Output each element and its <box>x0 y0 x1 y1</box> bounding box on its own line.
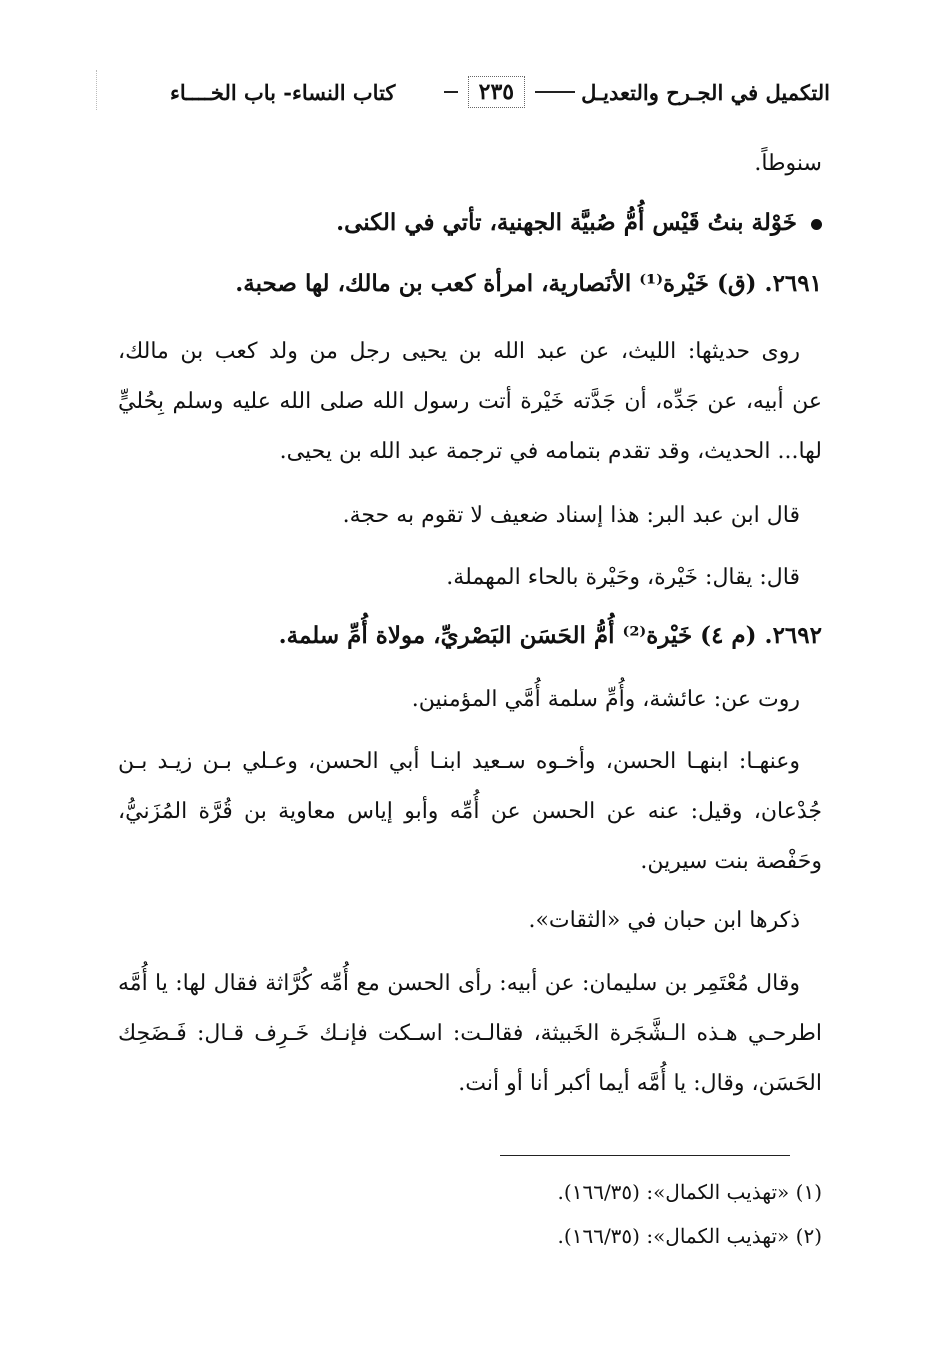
footnote-separator <box>500 1155 790 1156</box>
entry-2692-line-3: جُدْعان، وقيل: عنه عن الحسن عن أُمِّه وأبو إياس معاوية بن قُرَّة المُزَنيُّ، <box>118 799 822 824</box>
entry-2692-line-4: وحَفْصة بنت سيرين. <box>640 849 822 874</box>
footnote-1: (١) «تهذيب الكمال»: (١٦٦/٣٥). <box>557 1180 822 1204</box>
entry-2692-heading: ٢٦٩٢. (م ٤) خَيْرة⁽²⁾ أُمُّ الحَسَن البَصْريِّ، مولاة أُمِّ سلمة. <box>278 622 822 649</box>
footnote-2: (٢) «تهذيب الكمال»: (١٦٦/٣٥). <box>557 1224 822 1248</box>
section-title: كتاب النساء- باب الخــــاء <box>170 79 396 105</box>
page-number: ٢٣٥ <box>468 76 525 108</box>
entry-2692-line-2: وعنهـا: ابنهـا الحسن، وأخـوه سـعيد ابنـا أبي الحسن، وعـلي بـن زيـد بـن <box>118 749 800 774</box>
running-header <box>170 70 830 114</box>
entry-2692-line-6: وقال مُعْتَمِر بن سليمان: عن أبيه: رأى الحسن مع أُمِّه كُرَّاثة فقال لها: يا أُمَّه <box>118 971 800 996</box>
margin-mark <box>96 70 103 110</box>
entry-2691-line-1: روى حديثها: الليث، عن عبد الله بن يحيى رجل من ولد كعب بن مالك، <box>118 339 800 364</box>
bullet-icon <box>811 219 822 230</box>
entry-2691-line-5: قال: يقال: خَيْرة، وحَيْرة بالحاء المهملة. <box>446 565 800 590</box>
header-rule-right <box>535 91 575 93</box>
cross-reference-entry <box>118 207 822 239</box>
entry-2691-heading: ٢٦٩١. (ق) خَيْرة⁽¹⁾ الأنَصارية، امرأة كعب بن مالك، لها صحبة. <box>235 270 822 297</box>
entry-2692-line-8: الحَسَن، وقال: يا أُمَّه أيما أكبر أنا أو أنت. <box>458 1071 822 1096</box>
entry-2692-line-1: روت عن: عائشة، وأُمِّ سلمة أُمَّي المؤمنين. <box>411 687 800 712</box>
book-title: التكميل في الجـرح والتعديـل <box>581 79 830 105</box>
header-rule-left <box>444 91 458 93</box>
entry-2691-line-4: قال ابن عبد البر: هذا إسناد ضعيف لا تقوم به حجة. <box>342 503 800 528</box>
continuation-text: سنوطاً. <box>754 151 822 176</box>
entry-2692-line-5: ذكرها ابن حبان في «الثقات». <box>528 908 800 933</box>
entry-2691-line-3: لها... الحديث، وقد تقدم بتمامه في ترجمة عبد الله بن يحيى. <box>279 439 822 464</box>
entry-2691-line-2: عن أبيه، عن جَدِّه، أن جَدَّته خَيْرة أتت رسول الله صلى الله عليه وسلم بِحُليٍّ <box>118 389 822 414</box>
entry-2692-line-7: اطرحـي هـذه الـشَّجَرة الخَبيثة، فقالـت: اسـكت فإنـك خَـرِف قـال: فَـضَحِك <box>118 1021 822 1046</box>
cross-reference-text: خَوْلة بنتُ قَيْس أُمُّ صُبيَّة الجهنية، تأتي في الكنى. <box>336 209 797 236</box>
